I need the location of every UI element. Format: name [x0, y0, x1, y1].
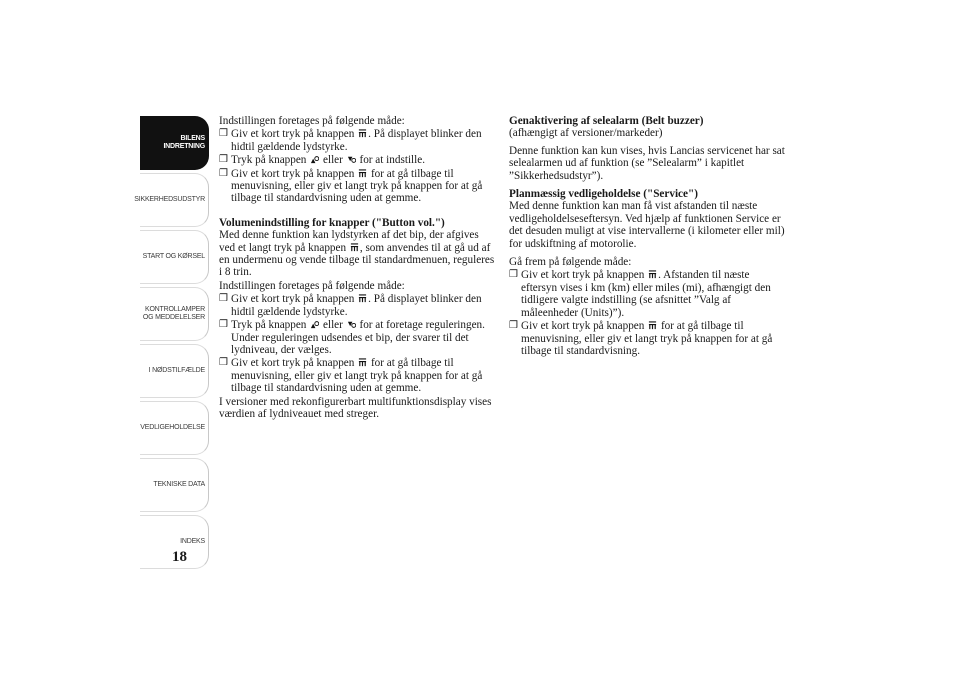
list-item: ❒ Giv et kort tryk på knappen . På displayet blinker den hidtil gældende lydstyrke. — [219, 128, 482, 153]
menu-button-icon — [358, 129, 367, 138]
right-column — [509, 115, 785, 358]
section-heading: Planmæssig vedligeholdelse ("Service") — [509, 188, 698, 201]
tab-sikkerhedsudstyr[interactable]: SIKKERHEDSUDSTYR — [140, 173, 209, 227]
bullet-mark: ❒ — [509, 320, 518, 332]
bullet-mark: ❒ — [219, 154, 228, 166]
intro-text: Indstillingen foretages på følgende måde: — [219, 115, 405, 127]
tab-kontrollamper[interactable]: KONTROLLAMPER OG MEDDELELSER — [140, 287, 209, 341]
down-button-icon — [347, 155, 356, 164]
intro-text: Gå frem på følgende måde: — [509, 256, 632, 269]
up-button-icon — [310, 155, 319, 164]
tab-start-og-korsel[interactable]: START OG KØRSEL — [140, 230, 209, 284]
list-item: ❒ Tryk på knappen eller for at foretage reguleringen. Under reguleringen udsendes et bip, der svarer til det lydniveau, der vælges. — [219, 319, 485, 356]
section-heading: Volumenindstilling for knapper ("Button vol.") — [219, 216, 445, 229]
menu-button-icon — [648, 270, 657, 279]
intro-text: Indstillingen foretages på følgende måde: — [219, 279, 405, 292]
section-subtitle: (afhængigt af versioner/markeder) — [509, 127, 663, 140]
paragraph: Med denne funktion kan man få vist afstanden til næste vedligeholdelseseftersyn. Ved hjælp af funktionen Service er det desuden muligt at vise intervallerne (i kilometer eller mil) for udskiftning af motorolie. — [509, 200, 785, 250]
bullet-mark: ❒ — [219, 319, 228, 331]
list-item: ❒ Giv et kort tryk på knappen . Afstanden til næste eftersyn vises i km (km) eller miles (mi), afhængigt den tidligere valgte indstilling (se afsnittet ”Valg af måleenheder (Units)”). — [509, 269, 771, 319]
menu-button-icon — [350, 243, 359, 252]
list-item: ❒ Giv et kort tryk på knappen for at gå tilbage til menuvisning, eller giv et langt tryk på knappen for at gå tilbage til standardvisning uden at gemme. — [219, 167, 483, 205]
bullet-mark: ❒ — [219, 293, 228, 305]
section-heading: Genaktivering af selealarm (Belt buzzer) — [509, 115, 704, 127]
list-item: ❒ Giv et kort tryk på knappen . På displayet blinker den hidtil gældende lydstyrke. — [219, 293, 482, 318]
up-button-icon — [310, 320, 319, 329]
tab-i-nodstilfaelde[interactable]: I NØDSTILFÆLDE — [140, 344, 209, 398]
tab-tekniske-data[interactable]: TEKNISKE DATA — [140, 458, 209, 512]
menu-button-icon — [648, 321, 657, 330]
page-number: 18 — [172, 549, 187, 565]
list-item: ❒ Tryk på knappen eller for at indstille. — [219, 154, 426, 167]
bullet-mark: ❒ — [219, 128, 228, 140]
bullet-mark: ❒ — [219, 357, 228, 369]
paragraph: Denne funktion kan kun vises, hvis Lancias servicenet har sat selealarmen ud af funktion (se ”Selealarm” i kapitlet ”Sikkerhedsudstyr”). — [509, 144, 785, 182]
down-button-icon — [347, 320, 356, 329]
closing-text: I versioner med rekonfigurerbart multifunktionsdisplay vises værdien af lydniveauet med streger. — [219, 395, 492, 420]
bullet-mark: ❒ — [219, 167, 228, 179]
tab-vedligeholdelse[interactable]: VEDLIGEHOLDELSE — [140, 401, 209, 455]
paragraph: Med denne funktion kan lydstyrken af det bip, der afgives ved et langt tryk på knappen , som anvendes til at gå ud af en undermenu og vende tilbage til standardmenuen, reguleres i 8 trin. — [219, 229, 495, 279]
tab-bilens-indretning[interactable]: BILENS INDRETNING — [140, 116, 209, 170]
list-item: ❒ Giv et kort tryk på knappen for at gå tilbage til menuvisning, eller giv et langt tryk på knappen for at gå tilbage til standardvisning. — [509, 320, 773, 357]
list-item: ❒ Giv et kort tryk på knappen for at gå tilbage til menuvisning, eller giv et langt tryk på knappen for at gå tilbage til standardvisning uden at gemme. — [219, 357, 483, 395]
menu-button-icon — [358, 169, 367, 178]
left-column — [219, 115, 495, 421]
bullet-mark: ❒ — [509, 269, 518, 281]
tab-indeks[interactable]: INDEKS — [140, 515, 209, 569]
menu-button-icon — [358, 358, 367, 367]
menu-button-icon — [358, 294, 367, 303]
chapter-tabs — [134, 116, 209, 572]
